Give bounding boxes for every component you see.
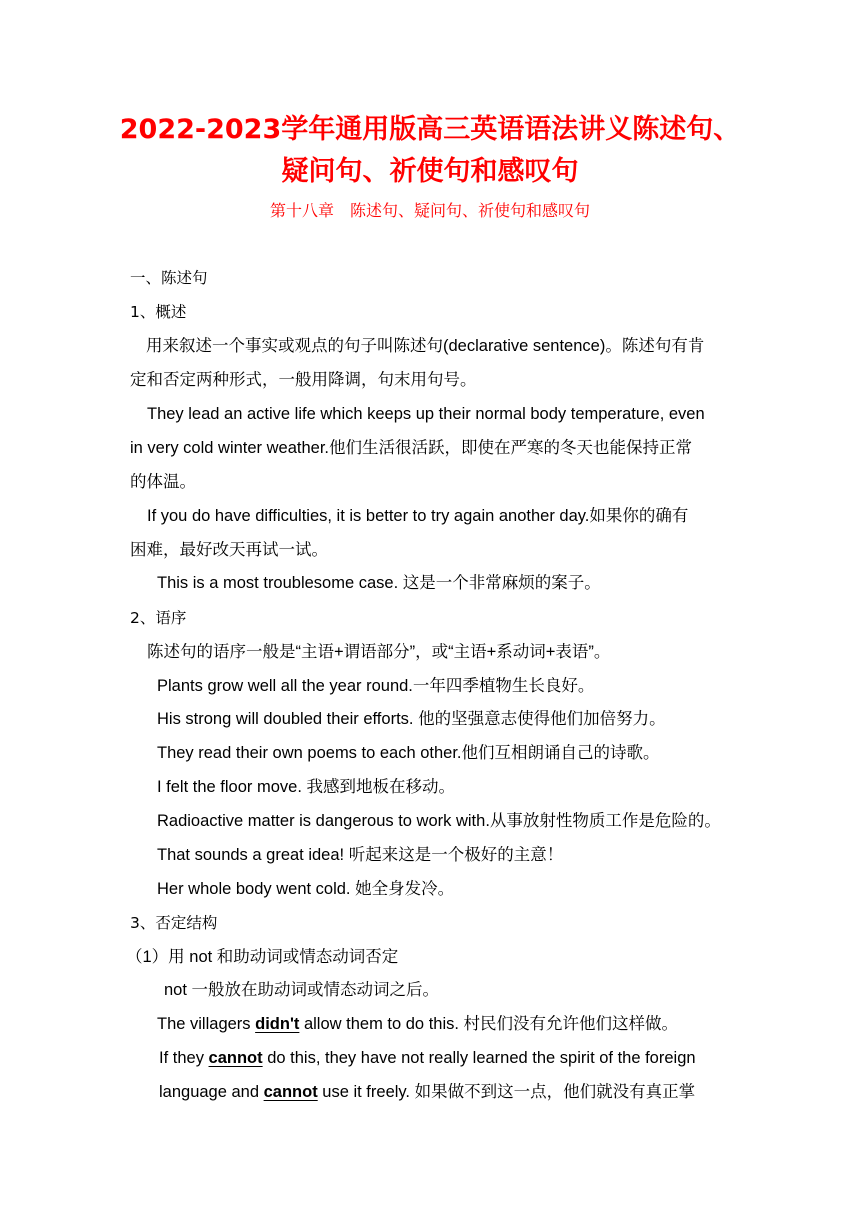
example-english: Her whole body went cold. — [157, 880, 351, 898]
example-sentence: in very cold winter weather.他们生活很活跃，即使在严寒的冬天也能保持正常 — [130, 439, 693, 457]
note-text: 一般放在助动词或情态动词之后。 — [186, 981, 440, 999]
example-chinese: 听起来这是一个极好的主意！ — [344, 846, 564, 864]
example-english: His strong will doubled their efforts. — [157, 710, 414, 728]
example-sentence — [157, 1009, 678, 1039]
point-heading — [126, 942, 398, 972]
example-sentence — [159, 1043, 696, 1073]
example-english: That sounds a great idea! — [157, 846, 345, 864]
document-title-line1: 2022-2023学年通用版高三英语语法讲义陈述句、 — [119, 114, 741, 145]
example-english: The villagers — [157, 1015, 256, 1033]
example-english: I felt the floor move. — [157, 778, 302, 796]
point-text: 和助动词或情态动词否定 — [212, 948, 399, 966]
example-chinese: 他们互相朗诵自己的诗歌。 — [461, 744, 660, 762]
example-chinese: 我感到地板在移动。 — [301, 778, 455, 796]
example-sentence: 困难，最好改天再试一试。 — [130, 541, 328, 559]
example-sentence — [157, 806, 721, 836]
example-sentence — [159, 1077, 695, 1107]
example-chinese: 她全身发冷。 — [350, 880, 455, 898]
example-sentence — [157, 874, 454, 904]
emphasized-word: cannot — [208, 1049, 263, 1067]
section-heading: 一、陈述句 — [130, 269, 208, 287]
example-sentence: If you do have difficulties, it is better to try again another day.如果你的确有 — [147, 507, 689, 525]
note-keyword: not — [164, 981, 187, 999]
example-chinese: 如果做不到这一点，他们就没有真正掌 — [410, 1083, 696, 1101]
point-prefix: （1）用 — [126, 948, 190, 966]
example-sentence — [157, 840, 563, 870]
example-sentence: They lead an active life which keeps up their normal body temperature, even — [147, 405, 705, 423]
paragraph-line — [164, 975, 439, 1005]
subsection-heading-overview: 1、概述 — [130, 303, 187, 321]
example-english: do this, they have not really learned the spirit of the foreign — [262, 1049, 696, 1067]
example-sentence: 的体温。 — [130, 473, 196, 491]
paragraph-line: 陈述句的语序一般是“主语+谓语部分”，或“主语+系动词+表语”。 — [147, 643, 611, 661]
chapter-subtitle: 第十八章 陈述句、疑问句、祈使句和感叹句 — [269, 201, 590, 220]
example-chinese: 村民们没有允许他们这样做。 — [458, 1015, 679, 1033]
example-english: Plants grow well all the year round. — [157, 677, 413, 695]
example-english: language and — [159, 1083, 264, 1101]
emphasized-word: didn't — [255, 1015, 300, 1033]
subsection-heading-word-order: 2、语序 — [130, 609, 187, 627]
document-title-line2: 疑问句、祈使句和感叹句 — [281, 156, 579, 187]
example-chinese: 他的坚强意志使得他们加倍努力。 — [413, 710, 666, 728]
example-chinese: 一年四季植物生长良好。 — [412, 677, 595, 695]
example-sentence — [157, 738, 660, 768]
example-chinese: 从事放射性物质工作是危险的。 — [489, 812, 721, 830]
paragraph-line: 定和否定两种形式，一般用降调，句末用句号。 — [130, 371, 477, 389]
point-keyword: not — [189, 948, 213, 966]
example-chinese: 这是一个非常麻烦的案子。 — [398, 574, 601, 592]
example-sentence — [157, 704, 666, 734]
example-english: This is a most troublesome case. — [157, 574, 399, 592]
example-english: If they — [159, 1049, 209, 1067]
example-english: They read their own poems to each other. — [157, 744, 462, 762]
example-english: allow them to do this. — [299, 1015, 459, 1033]
example-english: Radioactive matter is dangerous to work with. — [157, 812, 490, 830]
emphasized-word: cannot — [263, 1083, 318, 1101]
example-sentence — [157, 568, 601, 598]
example-sentence — [157, 772, 455, 802]
example-english: use it freely. — [317, 1083, 411, 1101]
subsection-heading-negation: 3、否定结构 — [130, 914, 218, 932]
paragraph-line: 用来叙述一个事实或观点的句子叫陈述句(declarative sentence)。陈述句有肯 — [146, 337, 705, 355]
example-sentence — [157, 671, 594, 701]
